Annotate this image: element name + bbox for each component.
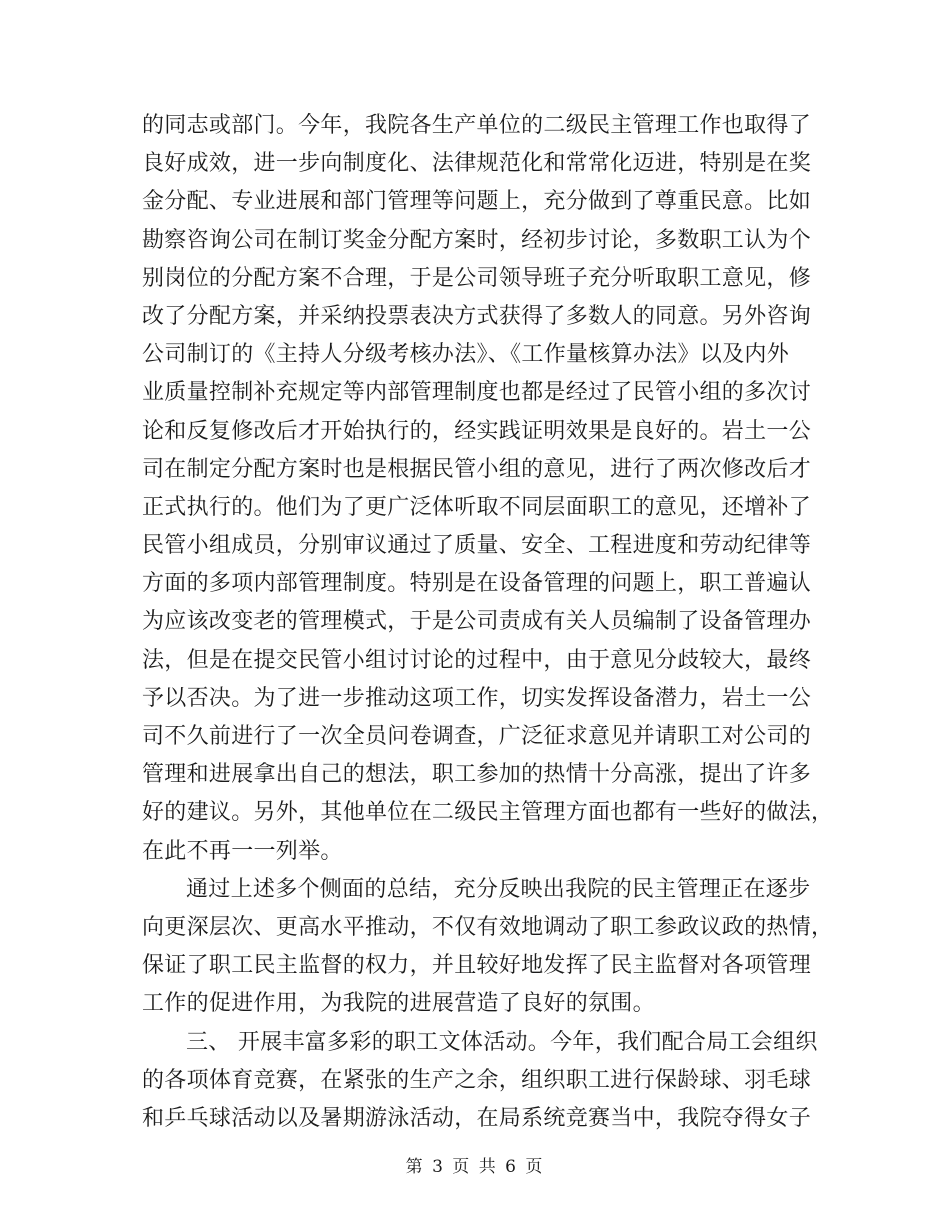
text-line: 在此不再一一列举。: [142, 838, 343, 864]
text-line: 方面的多项内部管理制度。特别是在设备管理的问题上，职工普遍认: [142, 571, 812, 597]
text-line: 和乒乓球活动以及暑期游泳活动，在局系统竞赛当中，我院夺得女子: [142, 1105, 812, 1131]
text-line: 为应该改变老的管理模式，于是公司责成有关人员编制了设备管理办: [142, 609, 812, 635]
text-line: 好的建议。另外，其他单位在二级民主管理方面也都有一些好的做法，: [142, 800, 834, 826]
text-line: 勘察咨询公司在制订奖金分配方案时，经初步讨论，多数职工认为个: [142, 227, 812, 253]
text-line: 工作的促进作用，为我院的进展营造了良好的氛围。: [142, 991, 655, 1017]
document-body: [142, 107, 834, 1138]
text-line: 司在制定分配方案时也是根据民管小组的意见，进行了两次修改后才: [142, 456, 812, 482]
text-line: 论和反复修改后才开始执行的，经实践证明效果是良好的。岩土一公: [142, 418, 812, 444]
text-line: 金分配、专业进展和部门管理等问题上，充分做到了尊重民意。比如: [142, 189, 812, 215]
text-line: 向更深层次、更高水平推动，不仅有效地调动了职工参政议政的热情，: [142, 914, 834, 940]
text-line: 良好成效，进一步向制度化、法律规范化和常常化迈进，特别是在奖: [142, 151, 812, 177]
text-line: 公司制订的《主持人分级考核办法》、《工作量核算办法》以及内外: [142, 342, 790, 368]
paragraph-first-line: 通过上述多个侧面的总结，充分反映出我院的民主管理正在逐步: [186, 876, 811, 902]
text-line: 的同志或部门。今年，我院各生产单位的二级民主管理工作也取得了: [142, 113, 812, 138]
text-line: 改了分配方案，并采纳投票表决方式获得了多数人的同意。另外咨询: [142, 303, 812, 329]
text-line: 保证了职工民主监督的权力，并且较好地发挥了民主监督对各项管理: [142, 953, 812, 979]
text-line: 民管小组成员，分别审议通过了质量、安全、工程进度和劳动纪律等: [142, 533, 812, 559]
text-line: 别岗位的分配方案不合理，于是公司领导班子充分听取职工意见，修: [142, 265, 812, 291]
page-number-footer: 第 3 页 共 6 页: [405, 1157, 545, 1177]
text-line: 业质量控制补充规定等内部管理制度也都是经过了民管小组的多次讨: [142, 380, 812, 406]
text-line: 司不久前进行了一次全员问卷调查，广泛征求意见并请职工对公司的: [142, 724, 812, 749]
section-heading-line: 三、 开展丰富多彩的职工文体活动。今年，我们配合局工会组织: [186, 1029, 818, 1055]
text-line: 管理和进展拿出自己的想法，职工参加的热情十分高涨，提出了许多: [142, 762, 812, 788]
text-line: 法，但是在提交民管小组讨讨论的过程中，由于意见分歧较大，最终: [142, 647, 812, 673]
text-line: 予以否决。为了进一步推动这项工作，切实发挥设备潜力，岩土一公: [142, 685, 812, 711]
text-line: 的各项体育竞赛，在紧张的生产之余，组织职工进行保龄球、羽毛球: [142, 1067, 812, 1093]
text-line: 正式执行的。他们为了更广泛体听取不同层面职工的意见，还增补了: [142, 494, 812, 520]
